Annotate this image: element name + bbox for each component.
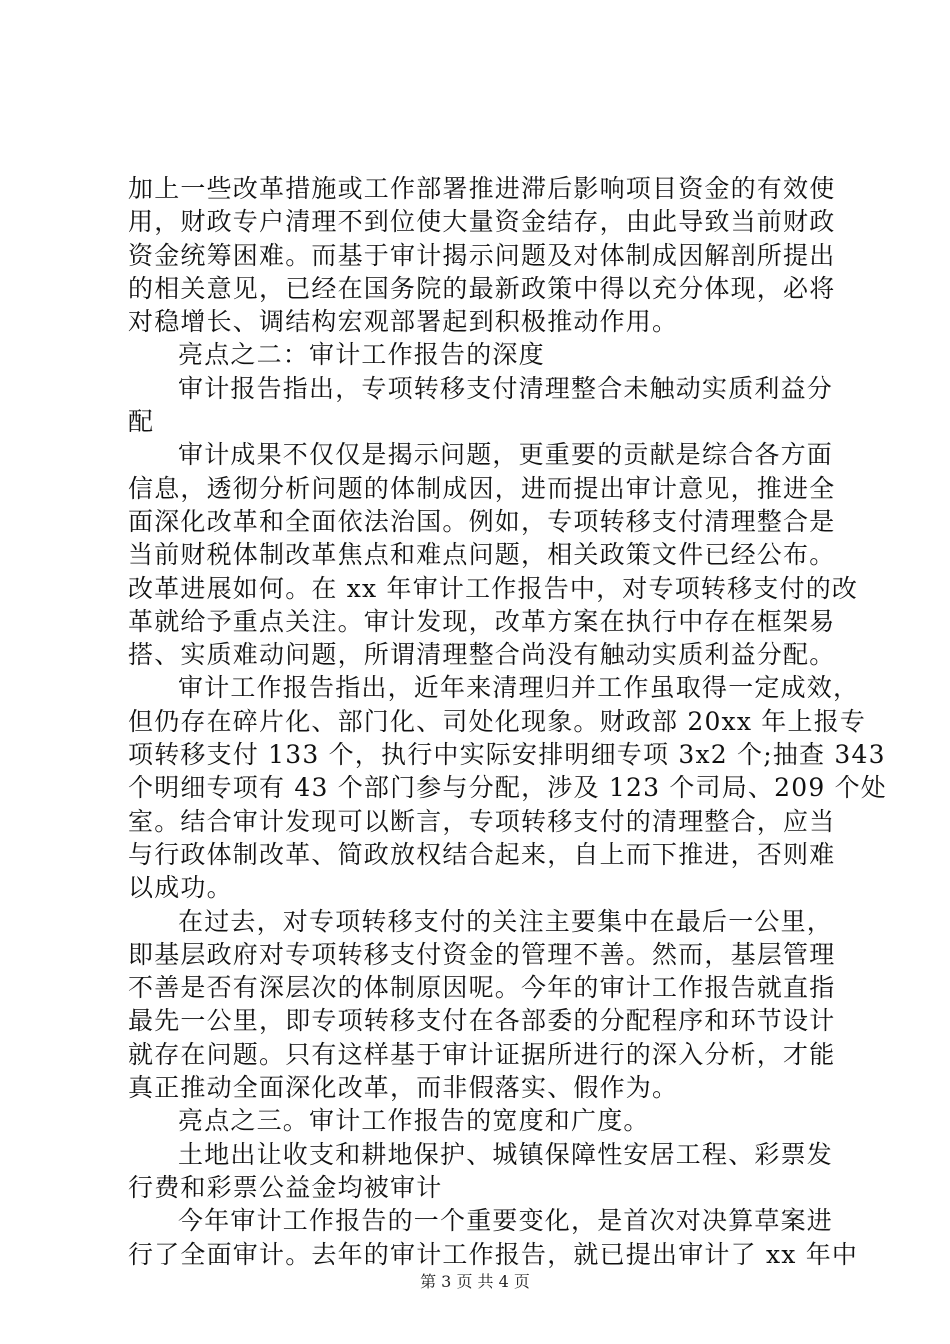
- text-line: 就存在问题。只有这样基于审计证据所进行的深入分析，才能: [128, 1039, 836, 1069]
- text-line: 但仍存在碎片化、部门化、司处化现象。财政部 20xx 年上报专: [128, 706, 867, 736]
- text-line: 面深化改革和全面依法治国。例如，专项转移支付清理整合是: [128, 506, 836, 536]
- text-line: 今年审计工作报告的一个重要变化，是首次对决算草案进: [178, 1206, 834, 1236]
- text-line: 最先一公里，即专项转移支付在各部委的分配程序和环节设计: [128, 1006, 836, 1036]
- text-line: 以成功。: [128, 873, 233, 903]
- text-line: 行了全面审计。去年的审计工作报告，就已提出审计了 xx 年中: [128, 1239, 859, 1269]
- text-line: 信息，透彻分析问题的体制成因，进而提出审计意见，推进全: [128, 473, 836, 503]
- text-line: 搭、实质难动问题，所谓清理整合尚没有触动实质利益分配。: [128, 640, 836, 670]
- text-line: 用，财政专户清理不到位使大量资金结存，由此导致当前财政: [128, 207, 836, 237]
- subheading-continuation: 配: [128, 407, 155, 437]
- text-line: 的相关意见，已经在国务院的最新政策中得以充分体现，必将: [128, 273, 836, 303]
- subheading: 土地出让收支和耕地保护、城镇保障性安居工程、彩票发: [178, 1139, 834, 1169]
- text-line: 革就给予重点关注。审计发现，改革方案在执行中存在框架易: [128, 606, 836, 636]
- text-line: 审计工作报告指出，近年来清理归并工作虽取得一定成效，: [178, 673, 860, 703]
- text-line: 真正推动全面深化改革，而非假落实、假作为。: [128, 1073, 679, 1103]
- section-heading: 亮点之二：审计工作报告的深度: [178, 340, 545, 370]
- body-text: [128, 172, 887, 1271]
- page-number-footer: 第 3 页 共 4 页: [420, 1272, 530, 1291]
- text-line: 对稳增长、调结构宏观部署起到积极推动作用。: [128, 307, 679, 337]
- text-line: 个明细专项有 43 个部门参与分配，涉及 123 个司局、209 个处: [128, 773, 887, 803]
- text-line: 资金统筹困难。而基于审计揭示问题及对体制成因解剖所提出: [128, 240, 836, 270]
- subheading: 审计报告指出，专项转移支付清理整合未触动实质利益分: [178, 373, 834, 403]
- text-line: 室。结合审计发现可以断言，专项转移支付的清理整合，应当: [128, 806, 836, 836]
- text-line: 加上一些改革措施或工作部署推进滞后影响项目资金的有效使: [128, 174, 836, 203]
- text-line: 不善是否有深层次的体制原因呢。今年的审计工作报告就直指: [128, 973, 836, 1003]
- text-line: 当前财税体制改革焦点和难点问题，相关政策文件已经公布。: [128, 540, 836, 570]
- text-line: 在过去，对专项转移支付的关注主要集中在最后一公里，: [178, 906, 834, 936]
- text-line: 即基层政府对专项转移支付资金的管理不善。然而，基层管理: [128, 939, 836, 969]
- subheading-continuation: 行费和彩票公益金均被审计: [128, 1172, 443, 1202]
- text-line: 与行政体制改革、简政放权结合起来，自上而下推进，否则难: [128, 839, 836, 869]
- text-line: 项转移支付 133 个，执行中实际安排明细专项 3x2 个;抽查 343: [128, 740, 886, 770]
- text-line: 改革进展如何。在 xx 年审计工作报告中，对专项转移支付的改: [128, 573, 859, 603]
- section-heading: 亮点之三。审计工作报告的宽度和广度。: [178, 1106, 650, 1136]
- text-line: 审计成果不仅仅是揭示问题，更重要的贡献是综合各方面: [178, 440, 834, 470]
